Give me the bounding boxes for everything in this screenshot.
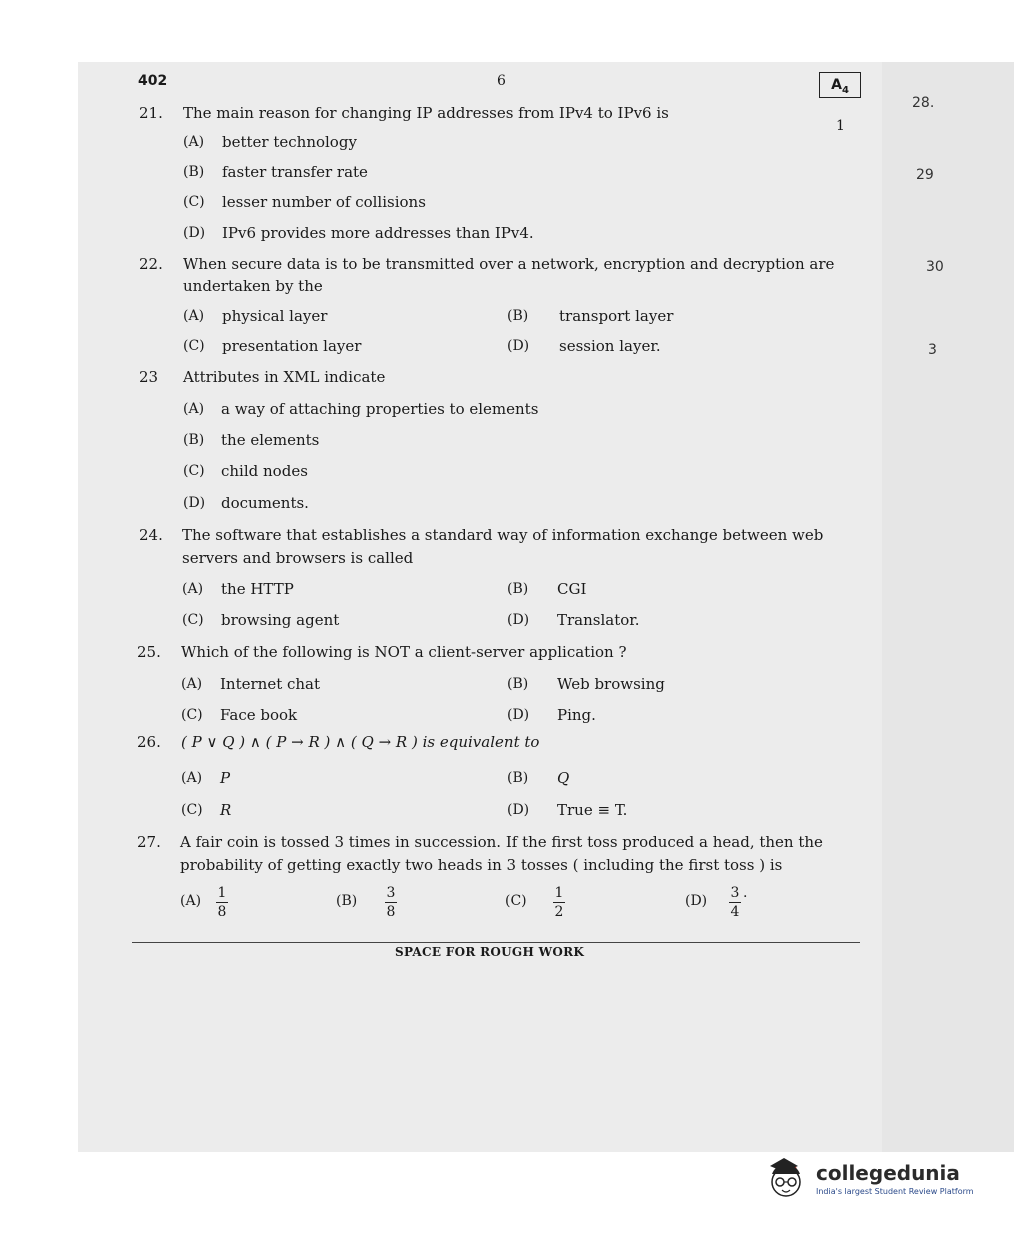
option-text: True ≡ T. <box>557 801 628 819</box>
question-text: A fair coin is tossed 3 times in succession. If the first toss produced a head, then the <box>180 833 823 851</box>
fraction-numerator: 1 <box>217 885 227 901</box>
fraction-one-eighth <box>216 882 228 920</box>
option-label: (B) <box>507 581 529 597</box>
margin-number: 29 <box>916 167 934 183</box>
option-label: (A) <box>183 308 205 324</box>
booklet-sub: 4 <box>841 84 849 96</box>
option-label: (A) <box>180 893 202 909</box>
booklet-code-box <box>819 72 861 98</box>
option-text: the elements <box>221 431 320 449</box>
option-label: (C) <box>182 612 204 628</box>
divider-line <box>132 942 860 943</box>
option-label: (A) <box>182 581 204 597</box>
option-text: P <box>220 769 231 787</box>
rough-work-label: SPACE FOR ROUGH WORK <box>395 945 585 959</box>
question-number: 24. <box>139 526 163 544</box>
option-text: transport layer <box>559 307 674 325</box>
booklet-code: A <box>831 77 842 93</box>
option-text: IPv6 provides more addresses than IPv4. <box>222 224 534 242</box>
option-label: (C) <box>181 802 203 818</box>
question-number: 22. <box>139 255 163 273</box>
option-label: (D) <box>507 612 530 628</box>
option-label: (A) <box>183 401 205 417</box>
question-number: 21. <box>139 104 163 122</box>
page-number: 6 <box>497 73 506 89</box>
option-label: (A) <box>181 676 203 692</box>
option-text: session layer. <box>559 337 661 355</box>
option-label: (B) <box>183 432 205 448</box>
question-text: The software that establishes a standard way of information exchange between web <box>182 526 824 544</box>
question-number: 26. <box>137 733 161 751</box>
margin-number: 28. <box>912 95 935 111</box>
option-text: Internet chat <box>220 675 321 693</box>
option-label: (C) <box>181 707 203 723</box>
margin-number: 3 <box>928 342 937 358</box>
option-label: (B) <box>507 770 529 786</box>
fraction-one-half <box>553 882 565 920</box>
option-label: (B) <box>507 308 529 324</box>
option-label: (D) <box>507 802 530 818</box>
option-text: lesser number of collisions <box>222 193 426 211</box>
option-label: (A) <box>181 770 203 786</box>
question-text: Which of the following is NOT a client-server application ? <box>181 643 627 661</box>
option-text: Q <box>557 769 570 787</box>
question-text: probability of getting exactly two heads in 3 tosses ( including the first toss ) is <box>180 856 783 874</box>
option-label: (A) <box>183 134 205 150</box>
paper-code: 402 <box>138 73 168 89</box>
fraction-three-eighths <box>385 882 397 920</box>
option-text: R <box>220 801 232 819</box>
option-label: (C) <box>183 338 205 354</box>
question-text: When secure data is to be transmitted over a network, encryption and decryption are <box>183 255 835 273</box>
question-number: 27. <box>137 833 161 851</box>
option-text: faster transfer rate <box>222 163 368 181</box>
fraction-denominator: 8 <box>217 904 227 920</box>
option-text: better technology <box>222 133 357 151</box>
fraction-numerator: 3 <box>730 885 740 901</box>
option-label: (B) <box>507 676 529 692</box>
fraction-denominator: 2 <box>554 904 564 920</box>
option-text: physical layer <box>222 307 328 325</box>
question-text: undertaken by the <box>183 277 323 295</box>
option-text: Web browsing <box>557 675 665 693</box>
question-text: ( P ∨ Q ) ∧ ( P → R ) ∧ ( Q → R ) is equivalent to <box>181 733 540 751</box>
brand-tagline: India's largest Student Review Platform <box>816 1186 974 1196</box>
option-label: (D) <box>183 495 206 511</box>
margin-number: 30 <box>926 259 944 275</box>
option-text: browsing agent <box>221 611 340 629</box>
option-label: (D) <box>507 338 530 354</box>
option-label: (C) <box>505 893 527 909</box>
fraction-numerator: 1 <box>554 885 564 901</box>
option-text: a way of attaching properties to elements <box>221 400 539 418</box>
brand-logo <box>762 1152 974 1204</box>
option-text: CGI <box>557 580 587 598</box>
fraction-denominator: 8 <box>386 904 396 920</box>
option-text: documents. <box>221 494 309 512</box>
option-label: (C) <box>183 194 205 210</box>
question-text: servers and browsers is called <box>182 549 414 567</box>
option-label: (D) <box>183 225 206 241</box>
option-label: (C) <box>183 463 205 479</box>
option-label: (D) <box>507 707 530 723</box>
next-page-edge <box>882 62 1014 1152</box>
option-label: (B) <box>183 164 205 180</box>
fraction-suffix: . <box>743 885 748 901</box>
fraction-numerator: 3 <box>386 885 396 901</box>
fraction-three-quarters <box>729 882 747 920</box>
option-text: Ping. <box>557 706 596 724</box>
brand-name: collegedunia <box>816 1160 960 1185</box>
question-number: 25. <box>137 643 161 661</box>
option-text: presentation layer <box>222 337 362 355</box>
fraction-denominator: 4 <box>730 904 740 920</box>
option-text: child nodes <box>221 462 308 480</box>
option-label: (B) <box>336 893 358 909</box>
option-text: the HTTP <box>221 580 294 598</box>
mascot-icon <box>762 1152 812 1204</box>
question-text: The main reason for changing IP addresses from IPv4 to IPv6 is <box>183 104 669 122</box>
handwritten-mark: 1 <box>836 118 845 134</box>
option-text: Translator. <box>557 611 640 629</box>
question-number: 23 <box>139 368 159 386</box>
question-text: Attributes in XML indicate <box>183 368 386 386</box>
option-text: Face book <box>220 706 298 724</box>
option-label: (D) <box>685 893 708 909</box>
